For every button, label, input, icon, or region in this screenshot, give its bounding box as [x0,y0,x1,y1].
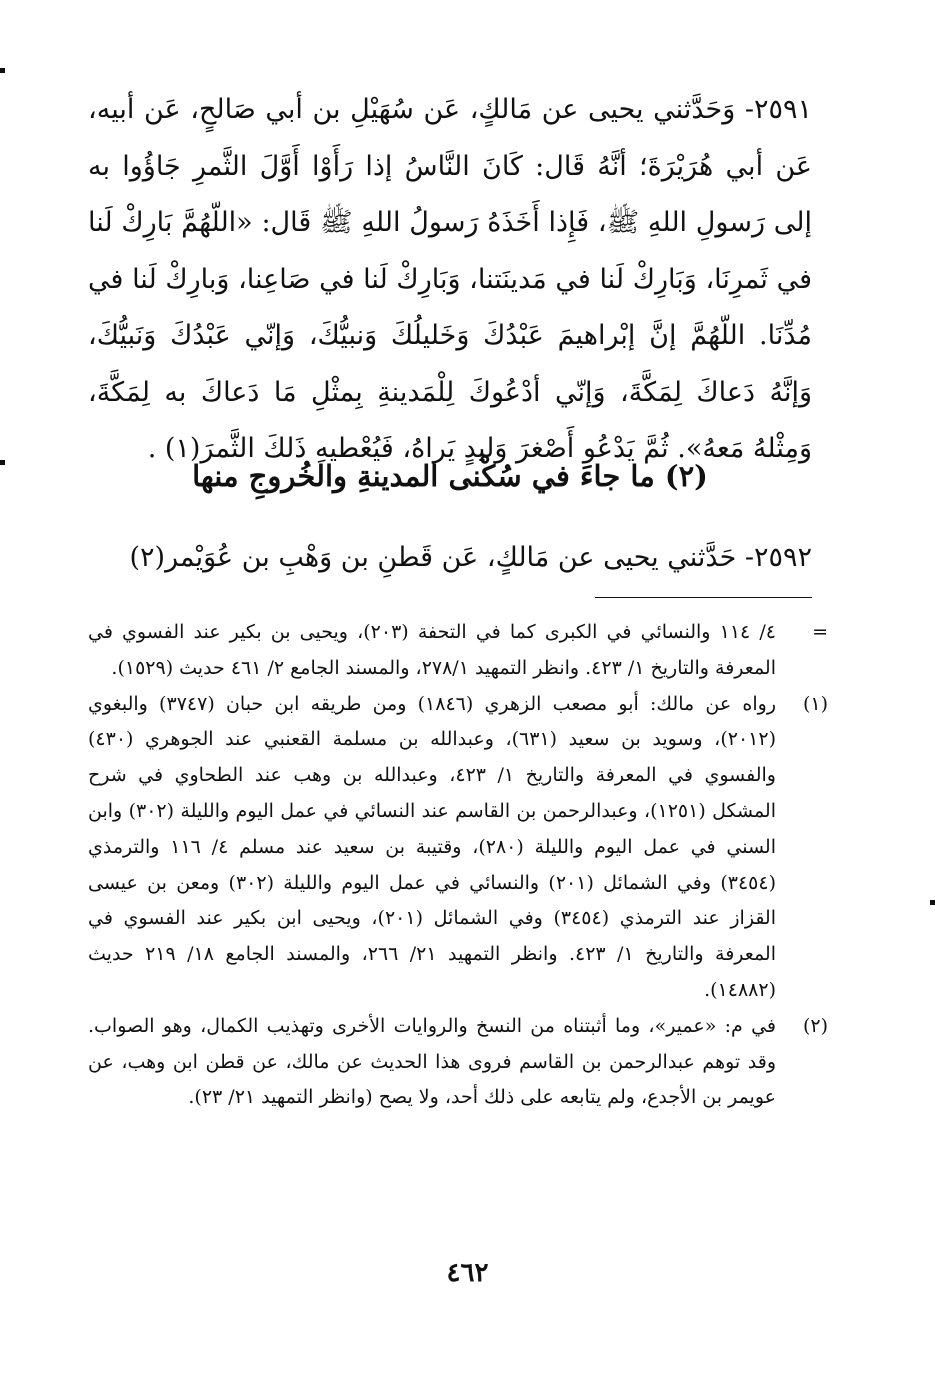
hadith-2591 [88,82,812,478]
footnote-separator [595,597,812,598]
hadith-2591-text: ٢٥٩١- وَحَدَّثني يحيى عن مَالكٍ، عَن سُهَيْلِ بن أبي صَالحٍ، عَن أبيه، عَن أبي هُرَيْرَةَ؛ أنَّهُ قَال: كَانَ النَّاسُ إذا رَأَوْا أَوَّلَ الثَّمرِ جَاؤُوا به إلى رَسولِ اللهِ ﷺ، فَإِذا أَخَذَهُ رَسولُ اللهِ ﷺ قَال: «اللّهُمَّ بَارِكْ لَنا في ثَمرِنَا، وَبَارِكْ لَنا في مَدينَتنا، وَبَارِكْ لَنا في صَاعِنا، وَبارِكْ لَنا في مُدِّنَا. اللّهُمَّ إنَّ إبْراهيمَ عَبْدُكَ وَخَليلُكَ وَنبيُّكَ، وَإنّي عَبْدُكَ وَنَبيُّكَ، وَإنَّهُ دَعاكَ لِمَكَّةَ، وَإنّي أدْعُوكَ لِلْمَدينةِ بِمثْلِ مَا دَعاكَ به لِمَكَّةَ، وَمِثْلهُ مَعهُ». ثُمَّ يَدْعُو أَصْغرَ وَليدٍ يَراهُ، فَيُعْطيهِ ذَلكَ الثَّمرَ(١) . [88,94,812,464]
footnote-2 [88,1009,828,1116]
footnote-continuation [88,615,828,687]
footnote-marker: (١) [802,692,828,715]
footnote-text: في م: «عمير»، وما أثبتناه من النسخ والروايات الأخرى وتهذيب الكمال، وهو الصواب. وقد توهم عبدالرحمن بن القاسم فروى هذا الحديث عن مالك، عن قطن ابن وهب، عن عويمر بن الأجدع، ولم يتابعه على ذلك أحد، ولا يصح (وانظر التمهيد ٢١/ ٢٣). [88,1014,776,1109]
edge-mark [930,900,935,905]
footnote-text: ٤/ ١١٤ والنسائي في الكبرى كما في التحفة (٢٠٣)، ويحيى بن بكير عند الفسوي في المعرفة والتاريخ ١/ ٤٢٣. وانظر التمهيد ٢٧٨/١، والمسند الجامع ٢/ ٤٦١ حديث (١٥٢٩). [88,621,777,679]
hadith-2592: ٢٥٩٢- حَدَّثني يحيى عن مَالكٍ، عَن قَطنِ بن وَهْبِ بن عُوَيْمر(٢) [129,542,812,573]
footnote-marker: (٢) [802,1014,828,1037]
section-heading: (٢) ما جاءَ في سُكْنى المدينةِ والخُروجِ منها [192,459,708,493]
footnotes [88,615,828,1116]
page-number: ٤٦٢ [446,1258,489,1288]
footnote-text: رواه عن مالك: أبو مصعب الزهري (١٨٤٦) ومن طريقه ابن حبان (٣٧٤٧) والبغوي (٢٠١٢)، وسويد بن سعيد (٦٣١)، وعبدالله بن مسلمة القعنبي عند الجوهري (٤٣٠) والفسوي في المعرفة والتاريخ ١/ ٤٢٣، وعبدالله بن وهب عند الطحاوي في شرح المشكل (١٢٥١)، وعبدالرحمن بن القاسم عند النسائي في عمل اليوم والليلة (٣٠٢) وابن السني في عمل اليوم والليلة (٢٨٠)، وقتيبة بن سعيد عند مسلم ٤/ ١١٦ والترمذي (٣٤٥٤) وفي الشمائل (٢٠١) والنسائي في عمل اليوم والليلة (٣٠٢) ومعن بن عيسى القزاز عند الترمذي (٣٤٥٤) وفي الشمائل (٢٠١)، ويحيى ابن بكير عند الفسوي في المعرفة والتاريخ ١/ ٤٢٣. وانظر التمهيد ٢١/ ٢٦٦، والمسند الجامع ١٨/ ٢١٩ حديث (١٤٨٨٢). [88,692,777,1001]
edge-mark [0,68,5,73]
footnote-1 [88,687,828,1009]
edge-mark [0,460,5,465]
footnote-marker: = [812,621,828,643]
